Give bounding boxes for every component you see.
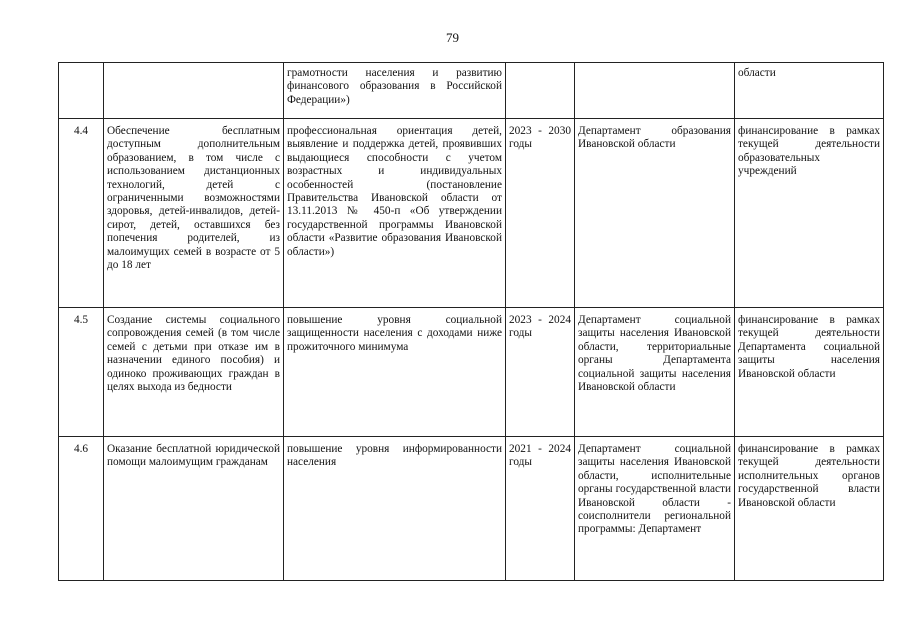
funding-cell: финансирование в рамках текущей деятельности образовательных учреждений bbox=[735, 119, 884, 308]
measure-cell: Оказание бесплатной юридической помощи малоимущим гражданам bbox=[104, 437, 284, 581]
basis-cell: профессиональная ориентация детей, выявление и поддержка детей, проявивших выдающиеся способности с учетом возрастных и индивидуальных особенностей (постановление Правительства Ивановской области от 13.11.2013 № 450-п «Об утверждении государственной программы Ивановской области «Развитие образования Ивановской области») bbox=[284, 119, 506, 308]
funding-cell: области bbox=[735, 63, 884, 119]
table-row bbox=[59, 63, 884, 119]
measure-cell: Создание системы социального сопровождения семей (в том числе семей с детьми при отказе им в назначении единого пособия) и одиноко проживающих граждан в целях выхода из бедности bbox=[104, 308, 284, 437]
measures-table bbox=[58, 62, 884, 581]
basis-cell: грамотности населения и развитию финансового образования в Российской Федерации») bbox=[284, 63, 506, 119]
executor-cell: Департамент образования Ивановской области bbox=[575, 119, 735, 308]
measure-cell: Обеспечение бесплатным доступным дополнительным образованием, в том числе с использованием дистанционных технологий, детей с ограниченными возможностями здоровья, детей-инвалидов, детей-сирот, детей, оставшихся без попечения родителей, из малоимущих семей в возрасте от 5 до 18 лет bbox=[104, 119, 284, 308]
table-row bbox=[59, 308, 884, 437]
funding-cell: финансирование в рамках текущей деятельности исполнительных органов государственной власти Ивановской области bbox=[735, 437, 884, 581]
funding-cell: финансирование в рамках текущей деятельности Департамента социальной защиты населения Ивановской области bbox=[735, 308, 884, 437]
row-number-cell: 4.4 bbox=[59, 119, 104, 308]
row-number-cell bbox=[59, 63, 104, 119]
table-row bbox=[59, 119, 884, 308]
table-row bbox=[59, 437, 884, 581]
period-cell: 2023 - 2024 годы bbox=[506, 308, 575, 437]
period-cell: 2021 - 2024 годы bbox=[506, 437, 575, 581]
executor-cell bbox=[575, 63, 735, 119]
basis-cell: повышение уровня информированности населения bbox=[284, 437, 506, 581]
measure-cell bbox=[104, 63, 284, 119]
period-cell bbox=[506, 63, 575, 119]
basis-cell: повышение уровня социальной защищенности населения с доходами ниже прожиточного минимума bbox=[284, 308, 506, 437]
row-number-cell: 4.5 bbox=[59, 308, 104, 437]
executor-cell: Департамент социальной защиты населения Ивановской области, территориальные органы Департамента социальной защиты населения Ивановской области bbox=[575, 308, 735, 437]
page-number: 79 bbox=[446, 30, 459, 45]
period-cell: 2023 - 2030 годы bbox=[506, 119, 575, 308]
executor-cell: Департамент социальной защиты населения Ивановской области, исполнительные органы государственной власти Ивановской области - соисполнители региональной программы: Департамент bbox=[575, 437, 735, 581]
row-number-cell: 4.6 bbox=[59, 437, 104, 581]
